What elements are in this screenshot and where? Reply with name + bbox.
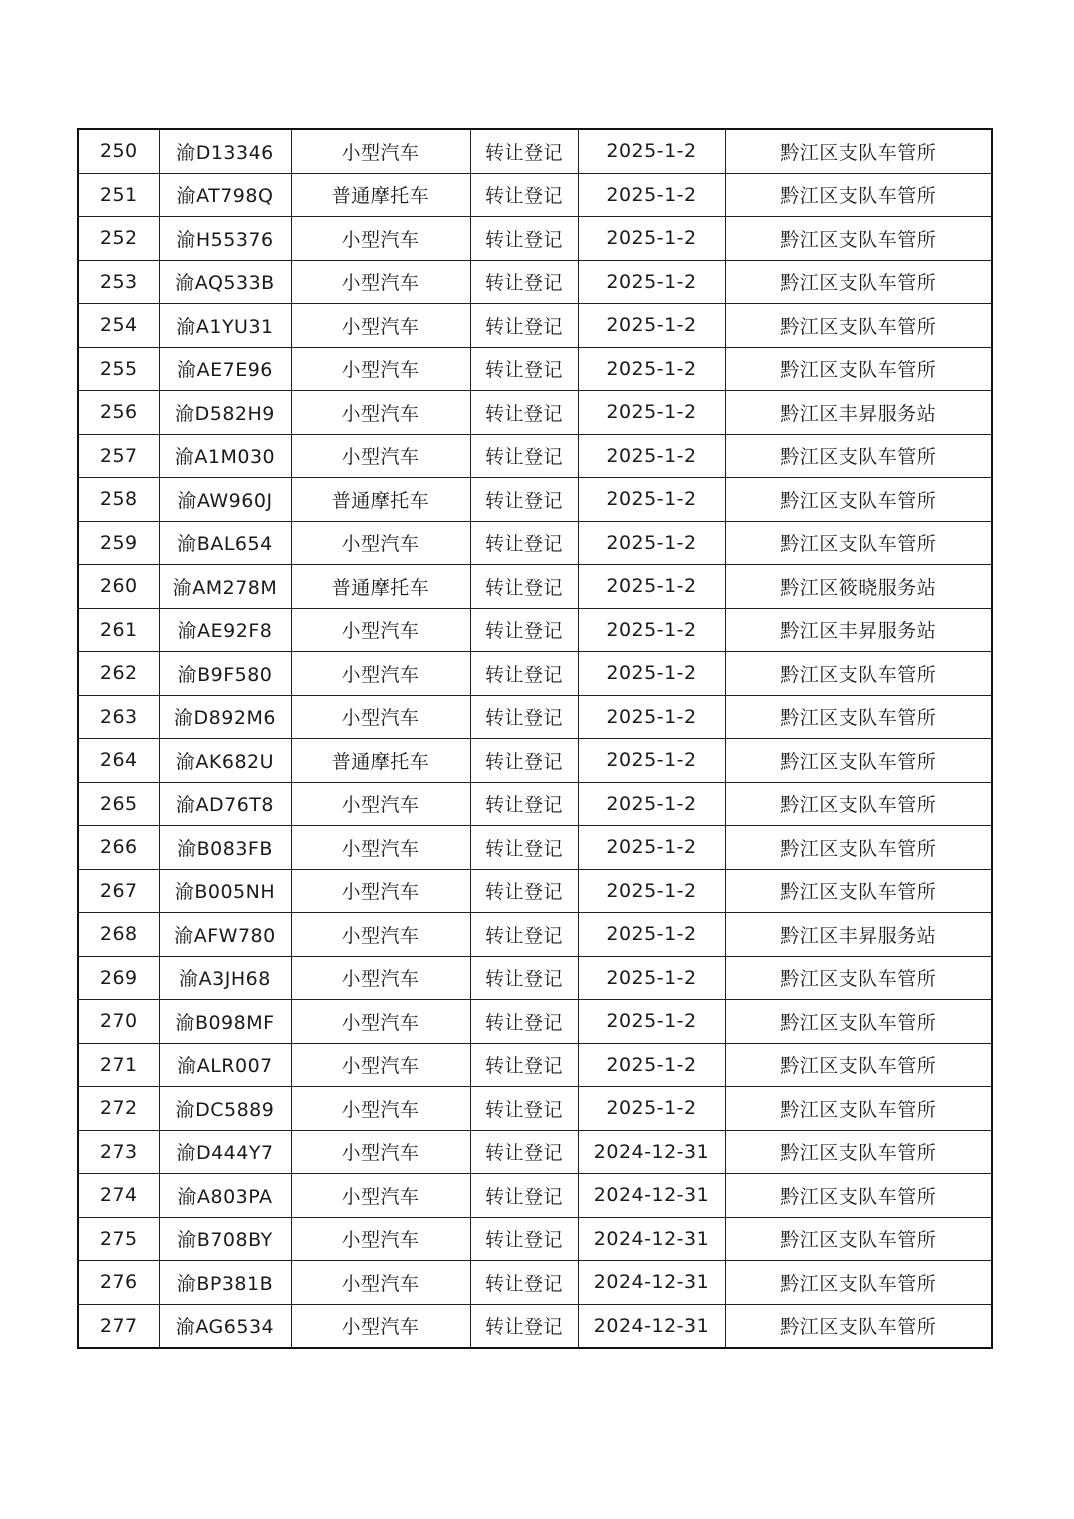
office-cell: 黔江区支队车管所 bbox=[725, 1304, 992, 1348]
date-cell: 2025-1-2 bbox=[578, 1000, 725, 1044]
office-cell: 黔江区支队车管所 bbox=[725, 695, 992, 739]
table-row bbox=[78, 478, 992, 522]
date-cell: 2025-1-2 bbox=[578, 173, 725, 217]
vehicle-type-cell: 小型汽车 bbox=[291, 129, 470, 173]
table-row bbox=[78, 913, 992, 957]
business-type-cell: 转让登记 bbox=[470, 695, 578, 739]
office-cell: 黔江区支队车管所 bbox=[725, 826, 992, 870]
vehicle-type-cell: 小型汽车 bbox=[291, 608, 470, 652]
row-number-cell: 255 bbox=[78, 347, 159, 391]
vehicle-transfer-table bbox=[77, 128, 993, 1349]
vehicle-type-cell: 小型汽车 bbox=[291, 1087, 470, 1131]
row-number-cell: 257 bbox=[78, 434, 159, 478]
business-type-cell: 转让登记 bbox=[470, 304, 578, 348]
business-type-cell: 转让登记 bbox=[470, 739, 578, 783]
business-type-cell: 转让登记 bbox=[470, 565, 578, 609]
row-number-cell: 262 bbox=[78, 652, 159, 696]
row-number-cell: 251 bbox=[78, 173, 159, 217]
row-number-cell: 276 bbox=[78, 1261, 159, 1305]
row-number-cell: 258 bbox=[78, 478, 159, 522]
office-cell: 黔江区支队车管所 bbox=[725, 347, 992, 391]
plate-number-cell: 渝A803PA bbox=[159, 1174, 291, 1218]
date-cell: 2025-1-2 bbox=[578, 521, 725, 565]
table-row bbox=[78, 304, 992, 348]
row-number-cell: 266 bbox=[78, 826, 159, 870]
table-row bbox=[78, 1130, 992, 1174]
date-cell: 2025-1-2 bbox=[578, 478, 725, 522]
date-cell: 2025-1-2 bbox=[578, 304, 725, 348]
office-cell: 黔江区丰昇服务站 bbox=[725, 608, 992, 652]
business-type-cell: 转让登记 bbox=[470, 347, 578, 391]
table-row bbox=[78, 260, 992, 304]
plate-number-cell: 渝A1M030 bbox=[159, 434, 291, 478]
office-cell: 黔江区支队车管所 bbox=[725, 1174, 992, 1218]
office-cell: 黔江区支队车管所 bbox=[725, 129, 992, 173]
office-cell: 黔江区支队车管所 bbox=[725, 1087, 992, 1131]
table-row bbox=[78, 695, 992, 739]
date-cell: 2025-1-2 bbox=[578, 434, 725, 478]
plate-number-cell: 渝AW960J bbox=[159, 478, 291, 522]
office-cell: 黔江区筱晓服务站 bbox=[725, 565, 992, 609]
office-cell: 黔江区支队车管所 bbox=[725, 304, 992, 348]
row-number-cell: 263 bbox=[78, 695, 159, 739]
business-type-cell: 转让登记 bbox=[470, 956, 578, 1000]
date-cell: 2024-12-31 bbox=[578, 1261, 725, 1305]
table-row bbox=[78, 1304, 992, 1348]
row-number-cell: 265 bbox=[78, 782, 159, 826]
plate-number-cell: 渝A1YU31 bbox=[159, 304, 291, 348]
vehicle-type-cell: 小型汽车 bbox=[291, 869, 470, 913]
row-number-cell: 264 bbox=[78, 739, 159, 783]
plate-number-cell: 渝AK682U bbox=[159, 739, 291, 783]
table-row bbox=[78, 217, 992, 261]
row-number-cell: 254 bbox=[78, 304, 159, 348]
office-cell: 黔江区支队车管所 bbox=[725, 1043, 992, 1087]
table-row bbox=[78, 608, 992, 652]
plate-number-cell: 渝B708BY bbox=[159, 1217, 291, 1261]
vehicle-type-cell: 小型汽车 bbox=[291, 434, 470, 478]
office-cell: 黔江区支队车管所 bbox=[725, 260, 992, 304]
table-row bbox=[78, 521, 992, 565]
office-cell: 黔江区支队车管所 bbox=[725, 217, 992, 261]
business-type-cell: 转让登记 bbox=[470, 391, 578, 435]
table-row bbox=[78, 956, 992, 1000]
vehicle-type-cell: 小型汽车 bbox=[291, 1217, 470, 1261]
plate-number-cell: 渝BP381B bbox=[159, 1261, 291, 1305]
plate-number-cell: 渝AM278M bbox=[159, 565, 291, 609]
date-cell: 2025-1-2 bbox=[578, 782, 725, 826]
plate-number-cell: 渝B083FB bbox=[159, 826, 291, 870]
business-type-cell: 转让登记 bbox=[470, 260, 578, 304]
office-cell: 黔江区支队车管所 bbox=[725, 1261, 992, 1305]
business-type-cell: 转让登记 bbox=[470, 217, 578, 261]
table-row bbox=[78, 652, 992, 696]
business-type-cell: 转让登记 bbox=[470, 1130, 578, 1174]
vehicle-type-cell: 小型汽车 bbox=[291, 1261, 470, 1305]
office-cell: 黔江区支队车管所 bbox=[725, 478, 992, 522]
business-type-cell: 转让登记 bbox=[470, 1261, 578, 1305]
row-number-cell: 274 bbox=[78, 1174, 159, 1218]
table-row bbox=[78, 1217, 992, 1261]
table-row bbox=[78, 1087, 992, 1131]
table-row bbox=[78, 782, 992, 826]
office-cell: 黔江区支队车管所 bbox=[725, 1217, 992, 1261]
vehicle-type-cell: 普通摩托车 bbox=[291, 565, 470, 609]
vehicle-type-cell: 小型汽车 bbox=[291, 782, 470, 826]
row-number-cell: 259 bbox=[78, 521, 159, 565]
office-cell: 黔江区支队车管所 bbox=[725, 739, 992, 783]
vehicle-type-cell: 小型汽车 bbox=[291, 1130, 470, 1174]
vehicle-type-cell: 普通摩托车 bbox=[291, 478, 470, 522]
plate-number-cell: 渝AE92F8 bbox=[159, 608, 291, 652]
vehicle-type-cell: 小型汽车 bbox=[291, 347, 470, 391]
office-cell: 黔江区支队车管所 bbox=[725, 434, 992, 478]
row-number-cell: 250 bbox=[78, 129, 159, 173]
office-cell: 黔江区丰昇服务站 bbox=[725, 913, 992, 957]
date-cell: 2025-1-2 bbox=[578, 1087, 725, 1131]
plate-number-cell: 渝ALR007 bbox=[159, 1043, 291, 1087]
date-cell: 2025-1-2 bbox=[578, 739, 725, 783]
row-number-cell: 256 bbox=[78, 391, 159, 435]
date-cell: 2025-1-2 bbox=[578, 956, 725, 1000]
table-row bbox=[78, 869, 992, 913]
table-row bbox=[78, 826, 992, 870]
row-number-cell: 267 bbox=[78, 869, 159, 913]
plate-number-cell: 渝B098MF bbox=[159, 1000, 291, 1044]
row-number-cell: 272 bbox=[78, 1087, 159, 1131]
row-number-cell: 270 bbox=[78, 1000, 159, 1044]
business-type-cell: 转让登记 bbox=[470, 608, 578, 652]
vehicle-type-cell: 小型汽车 bbox=[291, 1000, 470, 1044]
vehicle-type-cell: 小型汽车 bbox=[291, 695, 470, 739]
business-type-cell: 转让登记 bbox=[470, 1087, 578, 1131]
business-type-cell: 转让登记 bbox=[470, 173, 578, 217]
plate-number-cell: 渝AFW780 bbox=[159, 913, 291, 957]
date-cell: 2024-12-31 bbox=[578, 1130, 725, 1174]
vehicle-type-cell: 普通摩托车 bbox=[291, 739, 470, 783]
office-cell: 黔江区支队车管所 bbox=[725, 652, 992, 696]
office-cell: 黔江区丰昇服务站 bbox=[725, 391, 992, 435]
date-cell: 2024-12-31 bbox=[578, 1174, 725, 1218]
table-row bbox=[78, 1261, 992, 1305]
vehicle-type-cell: 小型汽车 bbox=[291, 652, 470, 696]
business-type-cell: 转让登记 bbox=[470, 1304, 578, 1348]
vehicle-type-cell: 小型汽车 bbox=[291, 956, 470, 1000]
row-number-cell: 269 bbox=[78, 956, 159, 1000]
date-cell: 2025-1-2 bbox=[578, 217, 725, 261]
row-number-cell: 273 bbox=[78, 1130, 159, 1174]
table-body bbox=[78, 129, 992, 1348]
business-type-cell: 转让登记 bbox=[470, 1043, 578, 1087]
plate-number-cell: 渝AE7E96 bbox=[159, 347, 291, 391]
business-type-cell: 转让登记 bbox=[470, 1217, 578, 1261]
business-type-cell: 转让登记 bbox=[470, 1000, 578, 1044]
vehicle-type-cell: 普通摩托车 bbox=[291, 173, 470, 217]
office-cell: 黔江区支队车管所 bbox=[725, 1000, 992, 1044]
table-row bbox=[78, 1174, 992, 1218]
row-number-cell: 252 bbox=[78, 217, 159, 261]
date-cell: 2025-1-2 bbox=[578, 260, 725, 304]
table-row bbox=[78, 1000, 992, 1044]
table-row bbox=[78, 391, 992, 435]
office-cell: 黔江区支队车管所 bbox=[725, 1130, 992, 1174]
row-number-cell: 261 bbox=[78, 608, 159, 652]
plate-number-cell: 渝B9F580 bbox=[159, 652, 291, 696]
date-cell: 2025-1-2 bbox=[578, 608, 725, 652]
date-cell: 2025-1-2 bbox=[578, 391, 725, 435]
date-cell: 2025-1-2 bbox=[578, 129, 725, 173]
row-number-cell: 277 bbox=[78, 1304, 159, 1348]
business-type-cell: 转让登记 bbox=[470, 869, 578, 913]
table-row bbox=[78, 173, 992, 217]
date-cell: 2024-12-31 bbox=[578, 1217, 725, 1261]
table-row bbox=[78, 565, 992, 609]
vehicle-type-cell: 小型汽车 bbox=[291, 1304, 470, 1348]
vehicle-type-cell: 小型汽车 bbox=[291, 260, 470, 304]
vehicle-type-cell: 小型汽车 bbox=[291, 391, 470, 435]
vehicle-type-cell: 小型汽车 bbox=[291, 826, 470, 870]
vehicle-type-cell: 小型汽车 bbox=[291, 521, 470, 565]
table-row bbox=[78, 1043, 992, 1087]
date-cell: 2025-1-2 bbox=[578, 913, 725, 957]
office-cell: 黔江区支队车管所 bbox=[725, 521, 992, 565]
business-type-cell: 转让登记 bbox=[470, 129, 578, 173]
plate-number-cell: 渝DC5889 bbox=[159, 1087, 291, 1131]
business-type-cell: 转让登记 bbox=[470, 521, 578, 565]
date-cell: 2025-1-2 bbox=[578, 565, 725, 609]
date-cell: 2025-1-2 bbox=[578, 347, 725, 391]
business-type-cell: 转让登记 bbox=[470, 1174, 578, 1218]
date-cell: 2025-1-2 bbox=[578, 695, 725, 739]
business-type-cell: 转让登记 bbox=[470, 478, 578, 522]
plate-number-cell: 渝B005NH bbox=[159, 869, 291, 913]
date-cell: 2025-1-2 bbox=[578, 869, 725, 913]
office-cell: 黔江区支队车管所 bbox=[725, 173, 992, 217]
table-row bbox=[78, 434, 992, 478]
table-row bbox=[78, 129, 992, 173]
business-type-cell: 转让登记 bbox=[470, 652, 578, 696]
row-number-cell: 271 bbox=[78, 1043, 159, 1087]
row-number-cell: 260 bbox=[78, 565, 159, 609]
plate-number-cell: 渝D13346 bbox=[159, 129, 291, 173]
plate-number-cell: 渝AG6534 bbox=[159, 1304, 291, 1348]
office-cell: 黔江区支队车管所 bbox=[725, 956, 992, 1000]
business-type-cell: 转让登记 bbox=[470, 826, 578, 870]
vehicle-type-cell: 小型汽车 bbox=[291, 1174, 470, 1218]
table-row bbox=[78, 347, 992, 391]
plate-number-cell: 渝D444Y7 bbox=[159, 1130, 291, 1174]
row-number-cell: 253 bbox=[78, 260, 159, 304]
date-cell: 2025-1-2 bbox=[578, 652, 725, 696]
business-type-cell: 转让登记 bbox=[470, 782, 578, 826]
plate-number-cell: 渝BAL654 bbox=[159, 521, 291, 565]
row-number-cell: 275 bbox=[78, 1217, 159, 1261]
plate-number-cell: 渝AT798Q bbox=[159, 173, 291, 217]
office-cell: 黔江区支队车管所 bbox=[725, 782, 992, 826]
vehicle-type-cell: 小型汽车 bbox=[291, 304, 470, 348]
business-type-cell: 转让登记 bbox=[470, 434, 578, 478]
plate-number-cell: 渝D892M6 bbox=[159, 695, 291, 739]
plate-number-cell: 渝D582H9 bbox=[159, 391, 291, 435]
business-type-cell: 转让登记 bbox=[470, 913, 578, 957]
plate-number-cell: 渝A3JH68 bbox=[159, 956, 291, 1000]
plate-number-cell: 渝H55376 bbox=[159, 217, 291, 261]
plate-number-cell: 渝AD76T8 bbox=[159, 782, 291, 826]
office-cell: 黔江区支队车管所 bbox=[725, 869, 992, 913]
vehicle-type-cell: 小型汽车 bbox=[291, 913, 470, 957]
table-row bbox=[78, 739, 992, 783]
date-cell: 2024-12-31 bbox=[578, 1304, 725, 1348]
date-cell: 2025-1-2 bbox=[578, 1043, 725, 1087]
date-cell: 2025-1-2 bbox=[578, 826, 725, 870]
vehicle-type-cell: 小型汽车 bbox=[291, 217, 470, 261]
row-number-cell: 268 bbox=[78, 913, 159, 957]
plate-number-cell: 渝AQ533B bbox=[159, 260, 291, 304]
vehicle-type-cell: 小型汽车 bbox=[291, 1043, 470, 1087]
